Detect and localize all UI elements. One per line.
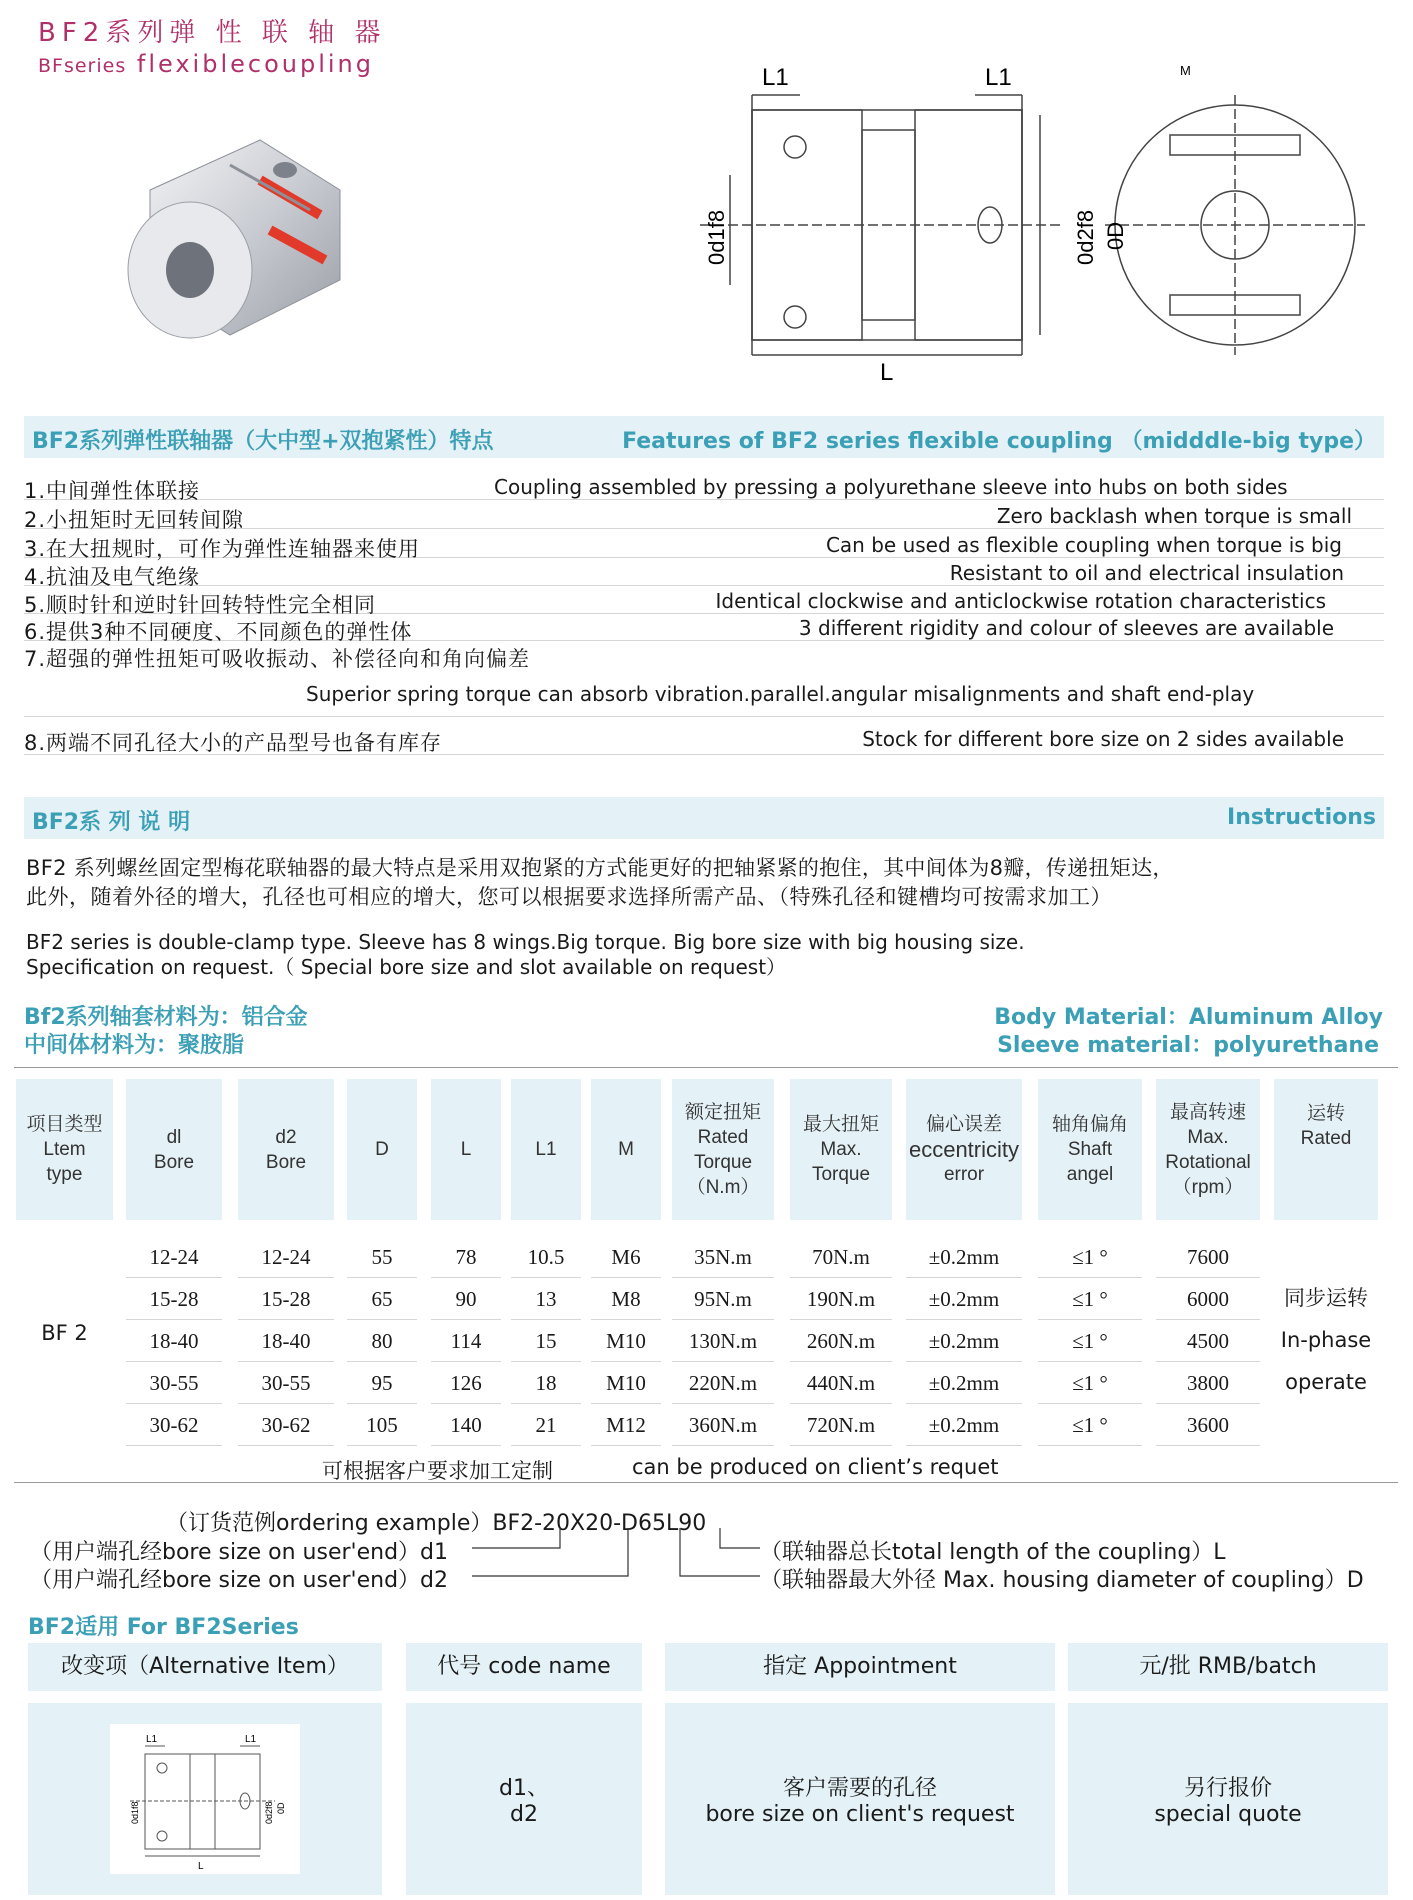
thumb-d1: 0d1f8 xyxy=(130,1801,140,1824)
spec-cell: 126 xyxy=(431,1363,501,1404)
spec-cell: 80 xyxy=(347,1321,417,1362)
spec-cell: M6 xyxy=(591,1237,661,1278)
sleeve-material-en: Sleeve material：polyurethane xyxy=(997,1033,1379,1058)
instructions-en-1: BF2 series is double-clamp type. Sleeve has 8 wings.Big torque. Big bore size with big housing size. xyxy=(26,930,1025,954)
spec-cell: 12-24 xyxy=(126,1237,222,1278)
spec-cell: ≤1 ° xyxy=(1038,1279,1142,1320)
spec-cell: 3600 xyxy=(1156,1405,1260,1446)
spec-cell: M8 xyxy=(591,1279,661,1320)
spec-cell: 360N.m xyxy=(672,1405,774,1446)
spec-cell: 21 xyxy=(511,1405,581,1446)
instructions-title-en: Instructions xyxy=(1227,805,1376,830)
header-operation: 运转 Rated xyxy=(1274,1079,1378,1220)
instructions-title-cn: BF2系 列 说 明 xyxy=(32,810,191,835)
features-title-en: Features of BF2 series flexible coupling （midddle-big type） xyxy=(622,429,1376,454)
spec-cell: 70N.m xyxy=(790,1237,892,1278)
feature-en: Coupling assembled by pressing a polyurethane sleeve into hubs on both sides xyxy=(494,475,1288,499)
spec-cell: 15 xyxy=(511,1321,581,1362)
spec-cell: 95 xyxy=(347,1363,417,1404)
spec-cell: 18-40 xyxy=(126,1321,222,1362)
spec-cell: 720N.m xyxy=(790,1405,892,1446)
spec-cell: 55 xyxy=(347,1237,417,1278)
feature-en: 3 different rigidity and colour of sleeves are available xyxy=(798,616,1334,640)
spec-cell: 30-55 xyxy=(238,1363,334,1404)
coupling-thumbnail-drawing xyxy=(110,1724,300,1874)
alt-header-item: 改变项（Alternative Item） xyxy=(28,1643,382,1691)
label-m: M xyxy=(1180,63,1191,78)
spec-cell: 220N.m xyxy=(672,1363,774,1404)
feature-en: Stock for different bore size on 2 sides available xyxy=(862,727,1344,751)
page-title-cn: BF2系列弹 性 联 轴 器 xyxy=(38,18,387,48)
header-od: D xyxy=(347,1079,417,1220)
thumb-d2: 0d2f8 xyxy=(264,1801,274,1824)
spec-cell: 30-62 xyxy=(126,1405,222,1446)
spec-cell: ≤1 ° xyxy=(1038,1363,1142,1404)
header-max-torque: 最大扭矩 Max. Torque xyxy=(790,1079,892,1220)
spec-cell: M12 xyxy=(591,1405,661,1446)
label-l1-left: L1 xyxy=(762,64,789,91)
spec-cell: 114 xyxy=(431,1321,501,1362)
spec-cell: 130N.m xyxy=(672,1321,774,1362)
label-l1-right: L1 xyxy=(985,64,1012,91)
spec-cell: 440N.m xyxy=(790,1363,892,1404)
label-d1: 0d1f8 xyxy=(704,209,729,265)
spec-cell: 140 xyxy=(431,1405,501,1446)
alt-header-code: 代号 code name xyxy=(406,1643,642,1691)
feature-en: Resistant to oil and electrical insulation xyxy=(949,561,1344,585)
spec-cell: ±0.2mm xyxy=(906,1237,1022,1278)
spec-cell: 6000 xyxy=(1156,1279,1260,1320)
spec-cell: 78 xyxy=(431,1237,501,1278)
custom-note-en: can be produced on client’s requet xyxy=(632,1455,999,1479)
feature-cn: 7.超强的弹性扭矩可吸收振动、补偿径向和角向偏差 xyxy=(24,647,531,671)
feature-en: Zero backlash when torque is small xyxy=(996,504,1352,528)
instructions-cn-1: BF2 系列螺丝固定型梅花联轴器的最大特点是采用双抱紧的方式能更好的把轴紧紧的抱住，其中间体为8瓣，传递扭矩达， xyxy=(26,856,1174,880)
spec-cell: 13 xyxy=(511,1279,581,1320)
alt-cell-price: 另行报价 special quote xyxy=(1068,1703,1388,1895)
feature-en: Superior spring torque can absorb vibration.parallel.angular misalignments and shaft end-play xyxy=(306,682,1255,706)
alt-cell-code: d1、 d2 xyxy=(406,1703,642,1895)
spec-cell: M10 xyxy=(591,1363,661,1404)
spec-cell: 7600 xyxy=(1156,1237,1260,1278)
feature-en: Can be used as flexible coupling when torque is big xyxy=(825,533,1342,557)
feature-cn: 1.中间弹性体联接 xyxy=(24,479,201,503)
spec-cell: 18-40 xyxy=(238,1321,334,1362)
header-m: M xyxy=(591,1079,661,1220)
alt-table-title: BF2适用 For BF2Series xyxy=(28,1615,299,1640)
spec-cell: 3800 xyxy=(1156,1363,1260,1404)
instructions-cn-2: 此外，随着外径的增大，孔径也可相应的增大，您可以根据要求选择所需产品、（特殊孔径和键槽均可按需求加工） xyxy=(26,885,1112,909)
header-item-type: 项目类型 Ltem type xyxy=(16,1079,113,1220)
instructions-en-2: Specification on request.（ Special bore size and slot available on request） xyxy=(26,955,787,979)
spec-cell: ±0.2mm xyxy=(906,1279,1022,1320)
spec-cell: ≤1 ° xyxy=(1038,1405,1142,1446)
custom-note-cn: 可根据客户要求加工定制 xyxy=(322,1459,553,1483)
header-l: L xyxy=(431,1079,501,1220)
spec-cell: 190N.m xyxy=(790,1279,892,1320)
alt-header-price: 元/批 RMB/batch xyxy=(1068,1643,1388,1691)
thumb-l: L xyxy=(198,1861,204,1872)
spec-cell: M10 xyxy=(591,1321,661,1362)
spec-cell: 4500 xyxy=(1156,1321,1260,1362)
spec-cell: 12-24 xyxy=(238,1237,334,1278)
spec-cell: ±0.2mm xyxy=(906,1321,1022,1362)
title-en-prefix: BFseries xyxy=(38,55,127,77)
thumb-l1-left: L1 xyxy=(146,1734,158,1745)
feature-cn: 8.两端不同孔径大小的产品型号也备有库存 xyxy=(24,731,443,755)
header-d1: dl Bore xyxy=(126,1079,222,1220)
feature-cn: 2.小扭矩时无回转间隙 xyxy=(24,508,245,532)
feature-cn: 3.在大扭规时，可作为弹性连轴器来使用 xyxy=(24,537,421,561)
feature-cn: 4.抗油及电气绝缘 xyxy=(24,565,201,589)
label-l: L xyxy=(880,359,894,386)
spec-cell: ≤1 ° xyxy=(1038,1237,1142,1278)
ordering-length: （联轴器总长total length of the coupling）L xyxy=(760,1540,1226,1565)
alt-cell-appointment: 客户需要的孔径 bore size on client's request xyxy=(665,1703,1055,1895)
alt-cell-drawing xyxy=(28,1703,382,1895)
label-d2: 0d2f8 xyxy=(1073,209,1098,265)
ordering-d2: （用户端孔经bore size on user'end）d2 xyxy=(30,1568,449,1593)
thumb-od: 0D xyxy=(276,1802,286,1814)
spec-cell: 105 xyxy=(347,1405,417,1446)
header-max-rpm: 最高转速 Max. Rotational （rpm） xyxy=(1156,1079,1260,1220)
spec-cell: ≤1 ° xyxy=(1038,1321,1142,1362)
header-eccentricity: 偏心误差 eccentricity error xyxy=(906,1079,1022,1220)
spec-cell: ±0.2mm xyxy=(906,1363,1022,1404)
features-title-cn: BF2系列弹性联轴器（大中型+双抱紧性）特点 xyxy=(32,429,494,454)
title-en-main: flexiblecoupling xyxy=(136,50,374,78)
spec-cell: 18 xyxy=(511,1363,581,1404)
ordering-diameter: （联轴器最大外径 Max. housing diameter of coupling）D xyxy=(760,1568,1364,1593)
body-material-cn: Bf2系列轴套材料为：铝合金 xyxy=(24,1005,308,1030)
sleeve-material-cn: 中间体材料为：聚胺脂 xyxy=(24,1033,245,1058)
feature-cn: 6.提供3种不同硬度、不同颜色的弹性体 xyxy=(24,620,413,644)
spec-cell: ±0.2mm xyxy=(906,1405,1022,1446)
ordering-example: （订货范例ordering example）BF2-20X20-D65L90 xyxy=(166,1511,707,1536)
operation-cell: 同步运转 In-phase operate xyxy=(1280,1286,1372,1394)
header-rated-torque: 额定扭矩 Rated Torque （N.m） xyxy=(672,1079,774,1220)
spec-cell: 95N.m xyxy=(672,1279,774,1320)
thumb-l1-right: L1 xyxy=(245,1734,257,1745)
header-l1: L1 xyxy=(511,1079,581,1220)
spec-cell: 15-28 xyxy=(126,1279,222,1320)
spec-cell: 30-62 xyxy=(238,1405,334,1446)
spec-cell: 260N.m xyxy=(790,1321,892,1362)
label-od: 0D xyxy=(1103,221,1128,250)
model-cell: BF 2 xyxy=(41,1321,88,1345)
alt-header-appointment: 指定 Appointment xyxy=(665,1643,1055,1691)
spec-cell: 90 xyxy=(431,1279,501,1320)
spec-cell: 15-28 xyxy=(238,1279,334,1320)
spec-cell: 30-55 xyxy=(126,1363,222,1404)
header-d2: d2 Bore xyxy=(238,1079,334,1220)
spec-cell: 10.5 xyxy=(511,1237,581,1278)
header-shaft-angle: 轴角偏角 Shaft angel xyxy=(1038,1079,1142,1220)
feature-cn: 5.顺时针和逆时针回转特性完全相同 xyxy=(24,593,377,617)
spec-cell: 65 xyxy=(347,1279,417,1320)
spec-cell: 35N.m xyxy=(672,1237,774,1278)
body-material-en: Body Material：Aluminum Alloy xyxy=(994,1005,1383,1030)
feature-en: Identical clockwise and anticlockwise rotation characteristics xyxy=(715,589,1326,613)
ordering-d1: （用户端孔经bore size on user'end）d1 xyxy=(30,1540,449,1565)
